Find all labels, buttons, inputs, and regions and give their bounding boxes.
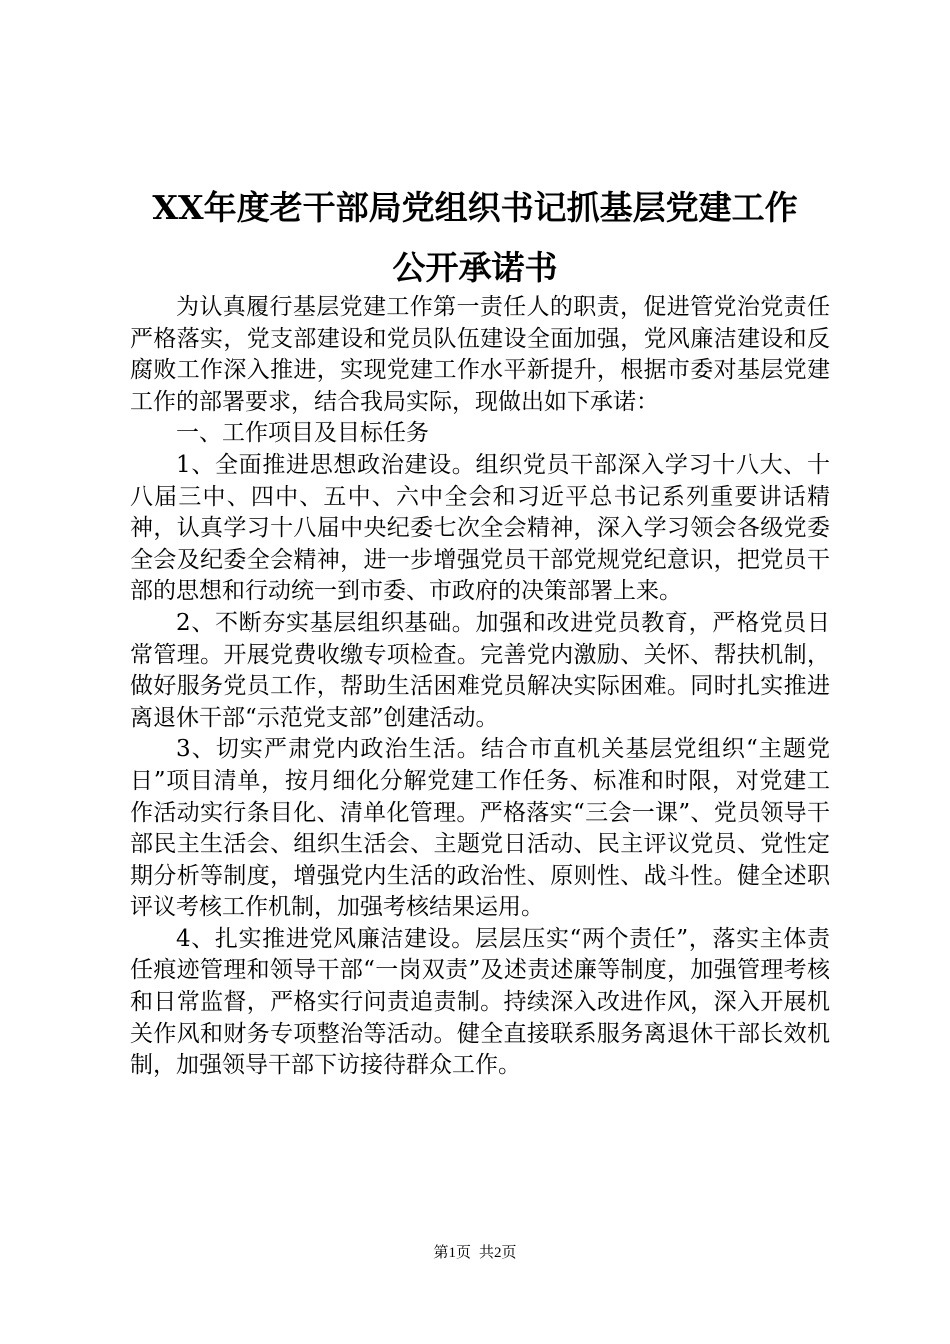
document-body	[130, 292, 830, 1082]
paragraph-item-1: 1、全面推进思想政治建设。组织党员干部深入学习十八大、十八届三中、四中、五中、六中全会和习近平总书记系列重要讲话精神，认真学习十八届中央纪委七次全会精神，深入学习领会各级党委全会及纪委全会精神，进一步增强党员干部党规党纪意识，把党员干部的思想和行动统一到市委、市政府的决策部署上来。	[130, 451, 830, 605]
paragraph-item-4: 4、扎实推进党风廉洁建设。层层压实“两个责任”，落实主体责任痕迹管理和领导干部“一岗双责”及述责述廉等制度，加强管理考核和日常监督，严格实行问责追责制。持续深入改进作风，深入开展机关作风和财务专项整治等活动。健全直接联系服务离退休干部长效机制，加强领导干部下访接待群众工作。	[130, 925, 830, 1079]
section-heading: 一、工作项目及目标任务	[176, 420, 429, 447]
page-total: 共2页	[479, 1245, 517, 1261]
page-footer	[0, 1243, 950, 1263]
document-title-line-1: XX年度老干部局党组织书记抓基层党建工作	[152, 188, 798, 227]
page-number: 第1页	[433, 1245, 471, 1261]
paragraph-item-3: 3、切实严肃党内政治生活。结合市直机关基层党组织“主题党日”项目清单，按月细化分解党建工作任务、标准和时限，对党建工作活动实行条目化、清单化管理。严格落实“三会一课”、党员领导干部民主生活会、组织生活会、主题党日活动、民主评议党员、党性定期分析等制度，增强党内生活的政治性、原则性、战斗性。健全述职评议考核工作机制，加强考核结果运用。	[130, 736, 830, 921]
document-title-line-2: 公开承诺书	[392, 248, 558, 287]
paragraph-item-2: 2、不断夯实基层组织基础。加强和改进党员教育，严格党员日常管理。开展党费收缴专项检查。完善党内激励、关怀、帮扶机制，做好服务党员工作，帮助生活困难党员解决实际困难。同时扎实推进离退休干部“示范党支部”创建活动。	[130, 609, 830, 731]
paragraph-intro: 为认真履行基层党建工作第一责任人的职责，促进管党治党责任严格落实，党支部建设和党员队伍建设全面加强，党风廉洁建设和反腐败工作深入推进，实现党建工作水平新提升，根据市委对基层党建工作的部署要求，结合我局实际，现做出如下承诺：	[130, 294, 830, 415]
